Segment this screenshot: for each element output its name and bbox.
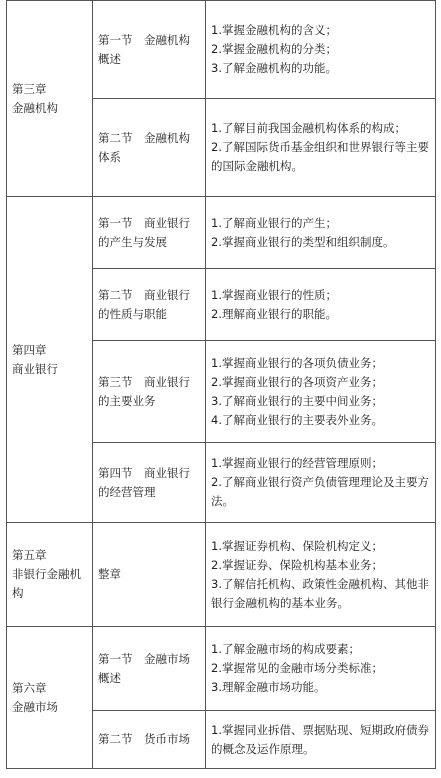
chapter-title [7,627,93,769]
objective-item: 2.掌握证券、保险机构基本业务； [211,557,383,572]
objective-list [206,197,436,269]
objective-list [206,443,436,523]
section-title: 第一节 金融市场概述 [93,627,206,711]
objective-item: 2.了解国际货币基金组织和世界银行等主要的国际金融机构。 [211,140,429,173]
section-title: 第二节 金融机构体系 [93,99,206,197]
objective-list [206,1,436,99]
chapter-title-line: 第三章 [12,81,47,96]
chapter-title-line: 第六章 [12,680,47,695]
chapter-title [7,1,93,197]
section-title: 第二节 货币市场 [93,711,206,769]
objective-item: 2.掌握金融机构的分类； [211,42,337,56]
objective-item: 3.理解金融市场功能。 [211,680,326,694]
objective-item: 2.掌握常见的金融市场分类标准； [211,661,383,675]
section-title: 第二节 商业银行的性质与职能 [93,269,206,341]
objective-item: 2.了解商业银行资产负债管理理论及主要方法。 [211,475,429,508]
objective-item: 3.了解商业银行的主要中间业务； [211,393,383,408]
objective-item: 4.了解商业银行的主要表外业务。 [211,412,383,427]
objective-item: 3.了解信托机构、政策性金融机构、其他非银行金融机构的基本业务。 [211,576,429,610]
objective-item: 1.了解目前我国金融机构体系的构成； [211,121,406,135]
syllabus-table [6,0,436,769]
chapter-title-line: 商业银行 [12,361,58,376]
syllabus-page [6,0,435,778]
chapter-title-line: 非银行金融机构 [12,567,81,600]
objective-list [206,341,436,443]
objective-list [206,523,436,627]
section-title: 第四节 商业银行的经营管理 [93,443,206,523]
section-row [7,197,436,269]
section-title: 第三节 商业银行的主要业务 [93,341,206,443]
section-title: 第一节 金融机构概述 [93,1,206,99]
section-row [7,1,436,99]
objective-list [206,269,436,341]
section-title: 第一节 商业银行的产生与发展 [93,197,206,269]
objective-item: 2.掌握商业银行的类型和组织制度。 [211,234,395,249]
section-row [7,627,436,711]
objective-list [206,99,436,197]
chapter-title-line: 金融机构 [12,100,58,115]
objective-item: 2.掌握商业银行的各项资产业务； [211,374,383,389]
objective-item: 1.了解金融市场的构成要素； [211,642,360,656]
objective-item: 1.掌握金融机构的含义； [211,23,337,37]
chapter-title [7,523,93,627]
objective-item: 3.了解金融机构的功能。 [211,61,337,75]
chapter-title-line: 第四章 [12,342,47,357]
objective-item: 1.掌握商业银行的性质； [211,287,337,302]
objective-item: 1.掌握证券机构、保险机构定义； [211,538,383,553]
objective-list [206,627,436,711]
section-row [7,523,436,627]
objective-item: 2.理解商业银行的职能。 [211,306,337,321]
objective-item: 1.掌握同业拆借、票据贴现、短期政府债券的概念及运作原理。 [211,722,429,756]
section-title: 整章 [93,523,206,627]
objective-list [206,711,436,769]
chapter-title-line: 第五章 [12,548,47,562]
objective-item: 1.掌握商业银行的各项负债业务； [211,355,383,370]
objective-item: 1.掌握商业银行的经营管理原则； [211,456,383,470]
chapter-title-line: 金融市场 [12,699,58,714]
objective-item: 1.了解商业银行的产生； [211,215,337,230]
chapter-title [7,197,93,523]
